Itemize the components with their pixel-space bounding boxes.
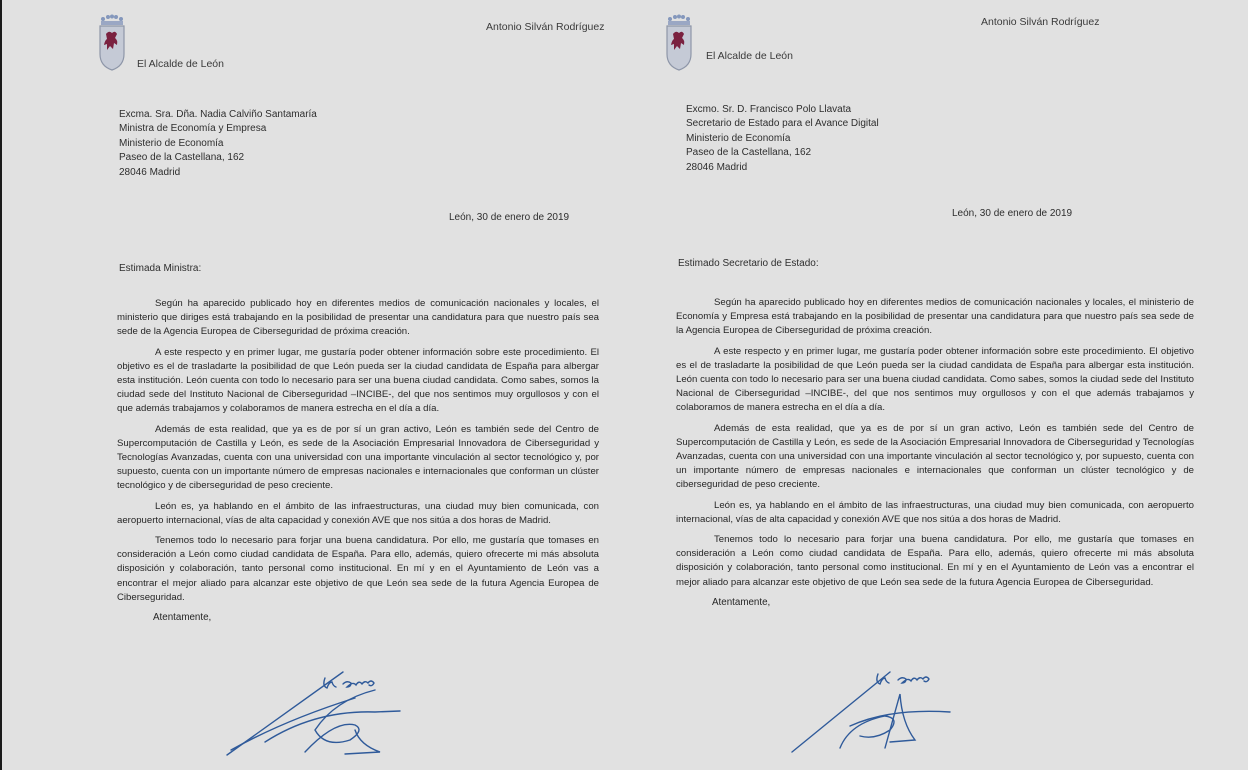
office-title: El Alcalde de León — [137, 58, 224, 70]
salutation: Estimada Ministra: — [119, 263, 202, 274]
handwritten-signature — [790, 668, 960, 758]
recipient-address — [119, 108, 317, 180]
letter-to-secretary-of-state — [624, 0, 1248, 770]
closing: Atentamente, — [153, 612, 212, 624]
body-paragraph: A este respecto y en primer lugar, me gustaría poder obtener información sobre este procedimiento. El objetivo es el de trasladarte la posibilidad de que León pueda ser la ciudad candidata de España para albergar esta institución. León cuenta con todo lo necesario para ser una buena ciudad candidata. Como sabes, somos la ciudad sede del Instituto Nacional de Ciberseguridad –INCIBE-, del que nos sentimos muy orgullosos y con el que además trabajamos y colaboramos de manera estrecha en el día a día. — [676, 345, 1194, 414]
recipient-line: Ministerio de Economía — [686, 132, 791, 144]
author-name: Antonio Silván Rodríguez — [486, 21, 605, 33]
handwritten-signature — [225, 670, 405, 760]
recipient-line: Paseo de la Castellana, 162 — [686, 147, 812, 159]
recipient-line: Secretario de Estado para el Avance Digital — [686, 118, 879, 130]
recipient-line: Paseo de la Castellana, 162 — [119, 152, 245, 164]
author-name: Antonio Silván Rodríguez — [981, 16, 1100, 28]
office-title: El Alcalde de León — [706, 50, 793, 62]
recipient-line: Ministerio de Economía — [119, 137, 224, 149]
letter-body — [117, 297, 599, 625]
body-paragraph: Además de esta realidad, que ya es de por sí un gran activo, León es también sede del Centro de Supercomputación de Castilla y León, es sede de la Asociación Empresarial Innovadora de Ciberseguridad y Tecnologías Avanzadas, cuenta con una universidad con una importante vinculación al sector tecnológico y, por supuesto, cuenta con un importante número de empresas nacionales e internacionales que conforman un clúster tecnológico y de ciberseguridad de peso creciente. — [117, 423, 599, 492]
body-paragraph: Según ha aparecido publicado hoy en diferentes medios de comunicación nacionales y locales, el ministerio que diriges está trabajando en la posibilidad de presentar una candidatura para que nuestro país sea sede de la Agencia Europea de Ciberseguridad de próxima creación. — [117, 298, 599, 338]
salutation: Estimado Secretario de Estado: — [678, 258, 819, 269]
recipient-line: Ministra de Economía y Empresa — [119, 123, 267, 135]
leon-coat-of-arms-icon — [664, 14, 694, 72]
letter-body — [676, 296, 1194, 610]
recipient-line: Excma. Sra. Dña. Nadia Calviño Santamaría — [119, 109, 317, 120]
recipient-line: 28046 Madrid — [119, 166, 181, 178]
body-paragraph: León es, ya hablando en el ámbito de las infraestructuras, una ciudad muy bien comunicada, con aeropuerto internacional, vías de alta capacidad y conexión AVE que nos sitúa a dos horas de Madrid. — [117, 500, 599, 526]
body-paragraph: Tenemos todo lo necesario para forjar una buena candidatura. Por ello, me gustaría que tomases en consideración a León como ciudad candidata de España. Para ello, además, quiero ofrecerte mi más absoluta disposición y colaboración, tanto personal como institucional. En mí y en el Ayuntamiento de León vas a encontrar el mejor aliado para alcanzar este objetivo de que León sea sede de la futura Agencia Europea de Ciberseguridad. — [676, 534, 1194, 588]
closing: Atentamente, — [712, 596, 771, 608]
letter-date: León, 30 de enero de 2019 — [952, 208, 1073, 219]
leon-coat-of-arms-icon — [97, 14, 127, 72]
recipient-address — [686, 103, 879, 175]
letter-date: León, 30 de enero de 2019 — [449, 212, 570, 223]
recipient-line: Excmo. Sr. D. Francisco Polo Llavata — [686, 104, 852, 115]
body-paragraph: A este respecto y en primer lugar, me gustaría poder obtener información sobre este procedimiento. El objetivo es el de trasladarte la posibilidad de que León pueda ser la ciudad candidata de España para albergar esta institución. León cuenta con todo lo necesario para ser una buena ciudad candidata. Como sabes, somos la ciudad sede del Instituto Nacional de Ciberseguridad –INCIBE-, del que nos sentimos muy orgullosos y con el que además trabajamos y colaboramos de manera estrecha en el día a día. — [117, 346, 599, 415]
body-paragraph: Según ha aparecido publicado hoy en diferentes medios de comunicación nacionales y locales, el ministerio de Economía y Empresa está trabajando en la posibilidad de presentar una candidatura para que nuestro país sea sede de la Agencia Europea de Ciberseguridad de próxima creación. — [676, 297, 1194, 337]
recipient-line: 28046 Madrid — [686, 161, 748, 173]
body-paragraph: Tenemos todo lo necesario para forjar una buena candidatura. Por ello, me gustaría que tomases en consideración a León como ciudad candidata de España. Para ello, además, quiero ofrecerte mi más absoluta disposición y colaboración, tanto personal como institucional. En mí y en el Ayuntamiento de León vas a encontrar el mejor aliado para alcanzar este objetivo de que León sea sede de la futura Agencia Europea de Ciberseguridad. — [117, 535, 599, 603]
body-paragraph: León es, ya hablando en el ámbito de las infraestructuras, una ciudad muy bien comunicada, con aeropuerto internacional, vías de alta capacidad y conexión AVE que nos sitúa a dos horas de Madrid. — [676, 499, 1194, 525]
body-paragraph: Además de esta realidad, que ya es de por sí un gran activo, León es también sede del Centro de Supercomputación de Castilla y León, es sede de la Asociación Empresarial Innovadora de Ciberseguridad y Tecnologías Avanzadas, cuenta con una universidad con una importante vinculación al sector tecnológico y, por supuesto, cuenta con un importante número de empresas nacionales e internacionales que conforman un clúster tecnológico y de ciberseguridad de peso creciente. — [676, 422, 1194, 491]
